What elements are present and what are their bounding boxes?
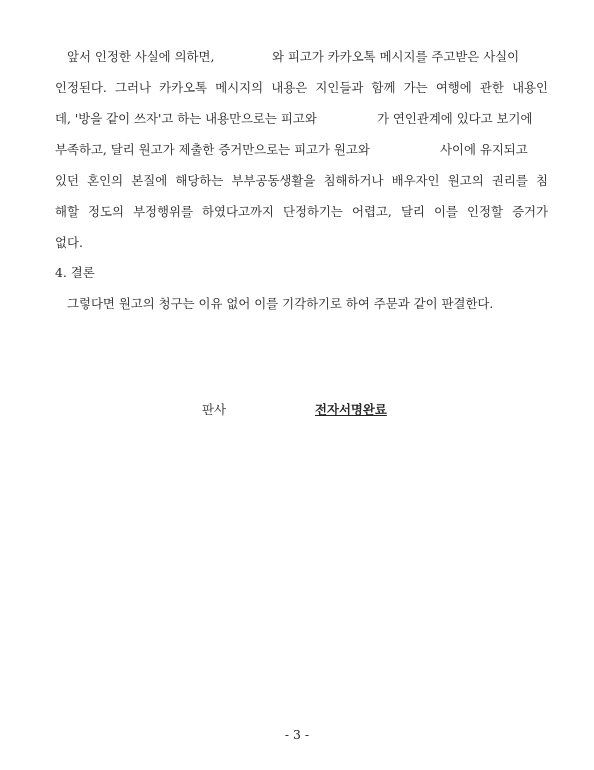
paragraph-line-4a: 부족하고, 달리 원고가 제출한 증거만으로는 피고가 원고와 — [55, 142, 370, 157]
judge-label: 판사 — [202, 402, 226, 417]
paragraph-line-2: 인정된다. 그러나 카카오톡 메시지의 내용은 지인들과 함께 가는 여행에 관한 내용인 — [55, 80, 548, 95]
paragraph-line-5: 있던 혼인의 본질에 해당하는 부부공동생활을 침해하거나 배우자인 원고의 권리를 침 — [55, 173, 548, 188]
page-number: - 3 - — [284, 727, 310, 742]
electronic-signature: 전자서명완료 — [315, 402, 387, 417]
paragraph-line-1a: 앞서 인정한 사실에 의하면, — [67, 49, 215, 64]
section-heading: 4. 결론 — [55, 265, 95, 280]
paragraph-line-1b: 와 피고가 카카오톡 메시지를 주고받은 사실이 — [272, 49, 520, 64]
paragraph-line-3b: 가 연인관계에 있다고 보기에 — [377, 111, 533, 126]
paragraph-line-6: 해할 정도의 부정행위를 하였다고까지 단정하기는 어렵고, 달리 이를 인정할 증거가 — [55, 204, 548, 219]
paragraph-line-4b: 사이에 유지되고 — [440, 142, 528, 157]
conclusion-text: 그렇다면 원고의 청구는 이유 없어 이를 기각하기로 하여 주문과 같이 판결한다. — [67, 296, 494, 311]
paragraph-line-3a: 데, '방을 같이 쓰자'고 하는 내용만으로는 피고와 — [55, 111, 317, 126]
paragraph-line-7: 없다. — [55, 235, 83, 250]
